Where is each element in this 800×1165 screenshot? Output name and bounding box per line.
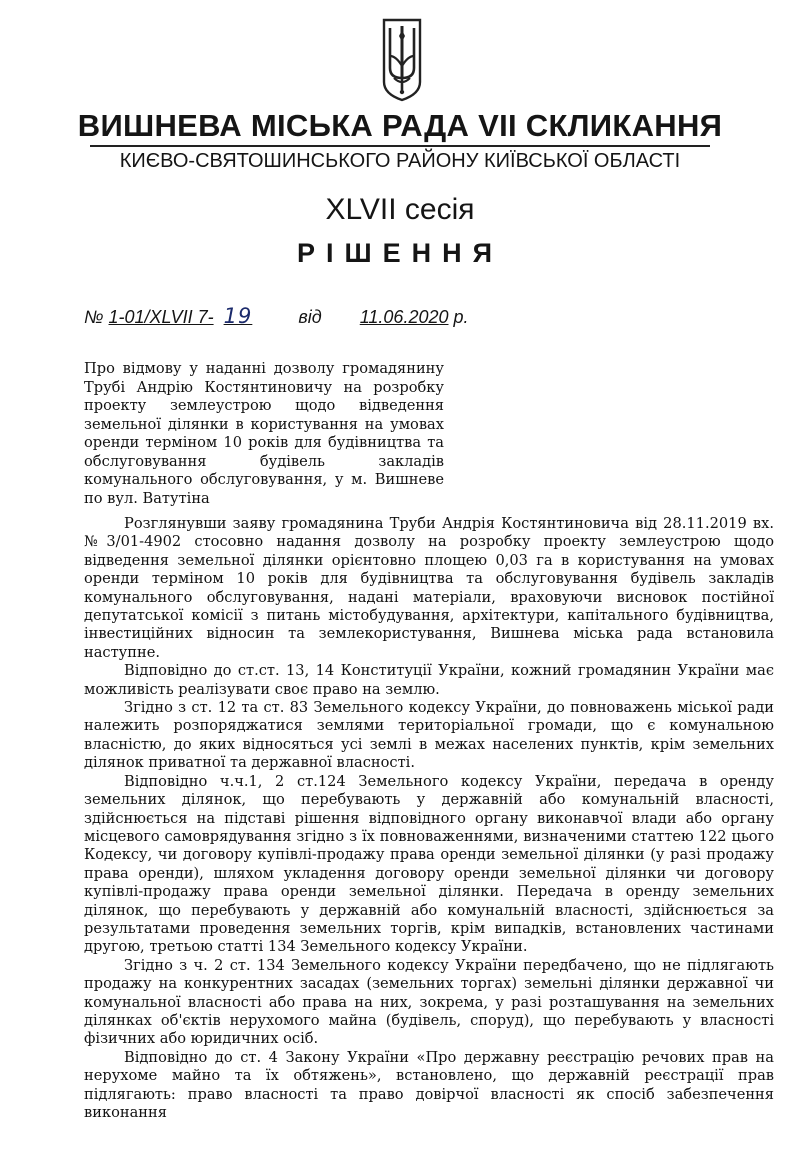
decision-date: 11.06.2020 <box>359 307 449 327</box>
council-title: ВИШНЕВА МІСЬКА РАДА VII СКЛИКАННЯ <box>77 108 723 143</box>
paragraph: Згідно з ч. 2 ст. 134 Земельного кодексу України передбачено, що не підлягають продажу на конкурентних засадах (земельних торгах) земельні ділянки державної чи комунальної власності або права на них, зокрема, у разі розташування на земельних ділянках об'єктів нерухомого майна (будівель, споруд), що перебувають у власності фізичних або юридичних осіб. <box>84 956 774 1048</box>
document-body <box>84 515 774 1122</box>
paragraph: Відповідно до ст.ст. 13, 14 Конституції України, кожний громадянин України має можливість реалізувати своє право на землю. <box>84 662 774 698</box>
number-prefix: № <box>84 307 104 327</box>
paragraph: Відповідно до ст. 4 Закону України «Про державну реєстрацію речових прав на нерухоме майно та їх обтяжень», встановлено, що державній реєстрації прав підлягають: право власності та право довірчої власності як спосіб забезпечення виконання <box>84 1048 774 1121</box>
trident-emblem-icon <box>381 16 423 102</box>
decision-number: 1-01/XLVII 7- 19 <box>108 304 253 328</box>
decision-number-line <box>84 304 469 328</box>
session-title: XLVII сесія <box>325 193 475 226</box>
decision-heading: РІШЕННЯ <box>296 238 504 268</box>
paragraph: Згідно з ст. 12 та ст. 83 Земельного кодексу України, до повноважень міської ради належить розпоряджатися землями територіальної громади, що є комунальною власністю, до яких відносяться усі землі в межах населених пунктів, крім земельних ділянок приватної та державної власності. <box>84 699 774 772</box>
paragraph: Відповідно ч.ч.1, 2 ст.124 Земельного кодексу України, передача в оренду земельних ділянок, що перебувають у державній або комунальній власності, здійснюється на підставі рішення відповідного органу виконавчої влади або органу місцевого самоврядування згідно з їх повноваженнями, визначеними статтею 122 цього Кодексу, чи договору купівлі-продажу права оренди земельної ділянки (у разі продажу права оренди), шляхом укладення договору оренди земельної ділянки чи договору купівлі-продажу права оренди земельної ділянки. Передача в оренду земельних ділянок, що перебувають у державній або комунальній власності, здійснюється за результатами проведення земельних торгів, крім випадків, встановлених частинами другою, третьою статті 134 Земельного кодексу України. <box>84 772 774 956</box>
handwritten-number: 19 <box>223 304 253 328</box>
paragraph: Розглянувши заяву громадянина Труби Андрія Костянтиновича від 28.11.2019 вх.№3/01-4902 стосовно надання дозволу на розробку проекту землеустрою щодо відведення земельної ділянки орієнтовно площею 0,03 га в користування на умовах оренди терміном 10 років для будівництва та обслуговування будівель закладів комунального обслуговування, надані матеріали, враховуючи висновок постійної депутатської комісії з питань містобудування, архітектури, капітального будівництва, інвестиційних відносин та землекористування, Вишнева міська рада встановила наступне. <box>84 515 774 661</box>
date-suffix: р. <box>453 307 469 327</box>
district-subtitle: КИЄВО-СВЯТОШИНСЬКОГО РАЙОНУ КИЇВСЬКОЇ ОБЛАСТІ <box>90 145 710 173</box>
decision-subject: Про відмову у наданні дозволу громадянину Трубі Андрію Костянтиновичу на розробку проекту землеустрою щодо відведення земельної ділянки в користування на умовах оренди терміном 10 років для будівництва та обслуговування будівель закладів комунального обслуговування, у м. Вишневе по вул. Ватутіна <box>84 360 444 507</box>
date-prefix: від <box>298 307 322 327</box>
